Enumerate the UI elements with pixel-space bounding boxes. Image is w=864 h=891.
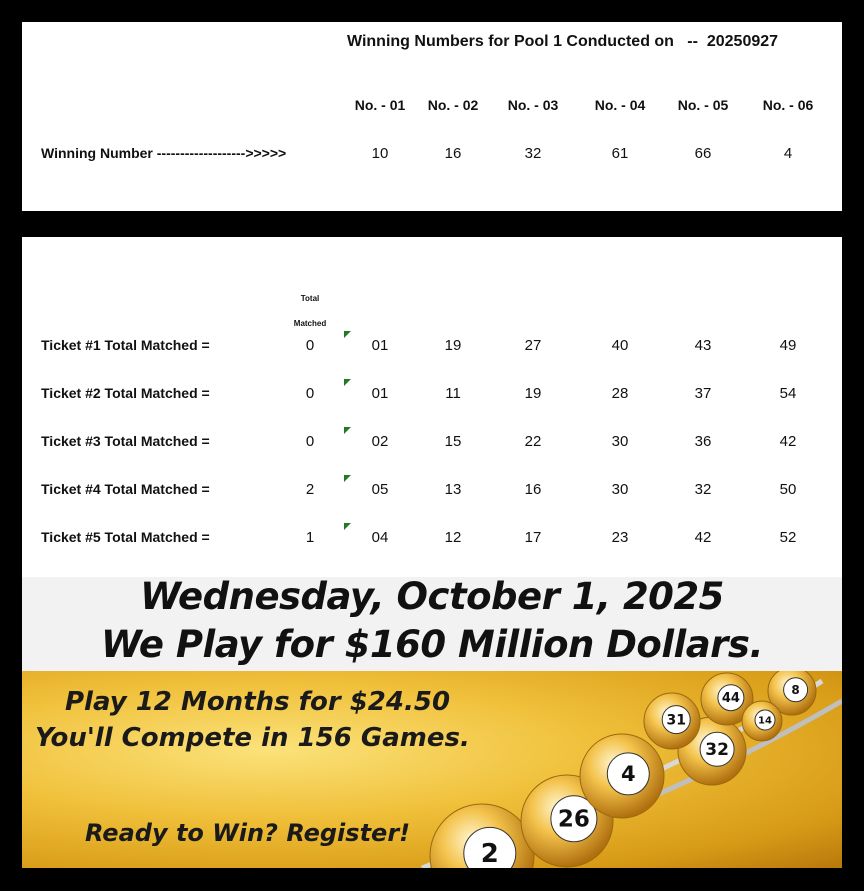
column-header: No. - 05 [677, 97, 729, 113]
comment-indicator-icon [344, 475, 351, 482]
column-header: No. - 01 [354, 97, 406, 113]
register-call-to-action[interactable]: Ready to Win? Register! [85, 819, 411, 847]
total-matched-header-line2: Matched [293, 319, 327, 328]
ticket-number: 01 [371, 385, 389, 402]
lottery-ball-number: 8 [791, 682, 800, 697]
draw-banner [22, 577, 842, 671]
ticket-label: Ticket #4 Total Matched = [41, 481, 210, 497]
winning-number-label: Winning Number ------------------->>>>> [41, 145, 287, 161]
column-header: No. - 06 [762, 97, 814, 113]
ticket-label: Ticket #2 Total Matched = [41, 385, 210, 401]
lottery-ball [644, 693, 700, 749]
lottery-ball [742, 701, 782, 741]
ticket-number: 36 [694, 433, 712, 450]
ticket-label: Ticket #3 Total Matched = [41, 433, 210, 449]
column-header: No. - 03 [507, 97, 559, 113]
ticket-number: 05 [371, 481, 389, 498]
lottery-ball [430, 804, 534, 868]
ticket-number: 15 [444, 433, 462, 450]
total-matched-header-line1: Total [300, 294, 320, 303]
lottery-ball-number: 2 [480, 839, 499, 868]
ticket-label: Ticket #5 Total Matched = [41, 529, 210, 545]
comment-indicator-icon [344, 331, 351, 338]
jackpot-text: We Play for $160 Million Dollars. [100, 623, 764, 666]
draw-date: Wednesday, October 1, 2025 [140, 575, 724, 618]
lottery-ball-number: 44 [721, 691, 740, 707]
winning-numbers-panel [22, 22, 842, 211]
promo-games: You'll Compete in 156 Games. [35, 723, 470, 753]
ticket-number: 30 [611, 481, 629, 498]
ticket-number: 12 [444, 529, 462, 546]
ticket-number: 04 [371, 529, 389, 546]
ticket-number: 54 [779, 385, 797, 402]
comment-indicator-icon [344, 427, 351, 434]
winning-number: 66 [694, 145, 712, 162]
comment-indicator-icon [344, 379, 351, 386]
ticket-number: 13 [444, 481, 462, 498]
winning-number: 10 [371, 145, 389, 162]
pool-title: Winning Numbers for Pool 1 Conducted on -- 20250927 [347, 33, 779, 50]
comment-indicator-icon [344, 523, 351, 530]
ticket-matched-count: 0 [305, 385, 315, 402]
ticket-number: 40 [611, 337, 629, 354]
ticket-matched-count: 1 [305, 529, 315, 546]
lottery-ball-number: 26 [557, 806, 590, 833]
ticket-number: 17 [524, 529, 542, 546]
winning-number: 32 [524, 145, 542, 162]
lottery-ball-number: 32 [705, 740, 729, 761]
lottery-ball-number: 4 [620, 762, 636, 787]
lottery-ball-number: 14 [758, 715, 772, 727]
ticket-number: 42 [694, 529, 712, 546]
ticket-number: 28 [611, 385, 629, 402]
ticket-number: 52 [779, 529, 797, 546]
ticket-matched-count: 2 [305, 481, 315, 498]
ticket-number: 19 [444, 337, 462, 354]
ticket-number: 43 [694, 337, 712, 354]
ticket-number: 11 [445, 385, 461, 402]
ticket-number: 50 [779, 481, 797, 498]
ticket-matched-count: 0 [305, 337, 315, 354]
ticket-number: 37 [694, 385, 712, 402]
lottery-ball [580, 734, 664, 818]
ticket-number: 01 [371, 337, 389, 354]
ticket-number: 30 [611, 433, 629, 450]
ticket-label: Ticket #1 Total Matched = [41, 337, 210, 353]
promo-banner [22, 671, 842, 868]
winning-number: 16 [444, 145, 462, 162]
ticket-number: 49 [779, 337, 797, 354]
column-header: No. - 04 [594, 97, 646, 113]
ticket-matched-count: 0 [305, 433, 315, 450]
winning-number: 4 [783, 145, 793, 162]
promo-offer: Play 12 Months for $24.50 [65, 687, 451, 717]
ticket-number: 27 [524, 337, 542, 354]
ticket-number: 23 [611, 529, 629, 546]
lottery-ball-number: 31 [666, 712, 686, 729]
tickets-panel [22, 237, 842, 577]
ticket-number: 32 [694, 481, 712, 498]
ticket-number: 16 [524, 481, 542, 498]
ticket-number: 42 [779, 433, 797, 450]
column-header: No. - 02 [427, 97, 479, 113]
ticket-number: 19 [524, 385, 542, 402]
ticket-number: 22 [524, 433, 542, 450]
winning-number: 61 [611, 145, 629, 162]
ticket-number: 02 [371, 433, 389, 450]
